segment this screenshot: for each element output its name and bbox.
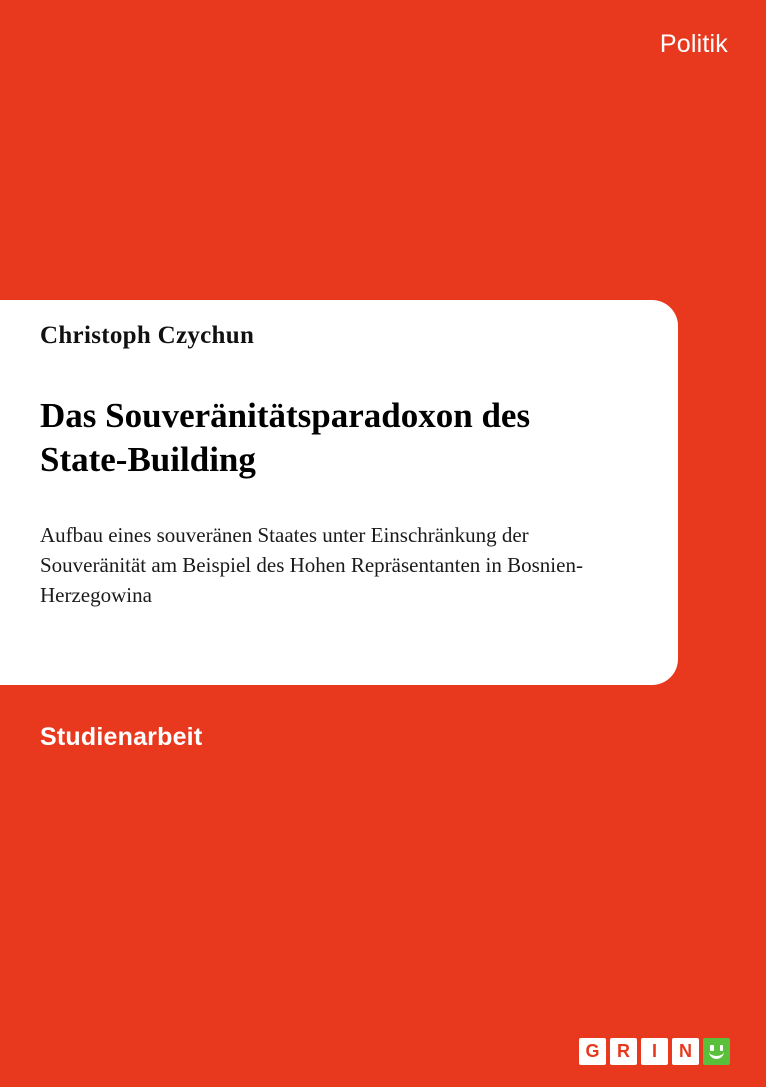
page-title: Das Souveränitätsparadoxon des State-Building [40,396,531,480]
grin-logo [579,1038,730,1065]
logo-letter-g: G [579,1038,606,1065]
smiley-face-icon [703,1038,730,1065]
subtitle: Aufbau eines souveränen Staates unter Einschränkung der Souveränität am Beispiel des Hohen Repräsentanten in Bosnien-Herzegowina [40,522,583,607]
author-name: Christoph Czychun [40,322,255,349]
logo-letter-n: N [672,1038,699,1065]
logo-letter-r: R [610,1038,637,1065]
document-type: Studienarbeit [40,723,203,751]
title-card-content [40,300,618,610]
logo-letter-i: I [641,1038,668,1065]
title-card [0,300,678,685]
category-label: Politik [659,30,728,58]
